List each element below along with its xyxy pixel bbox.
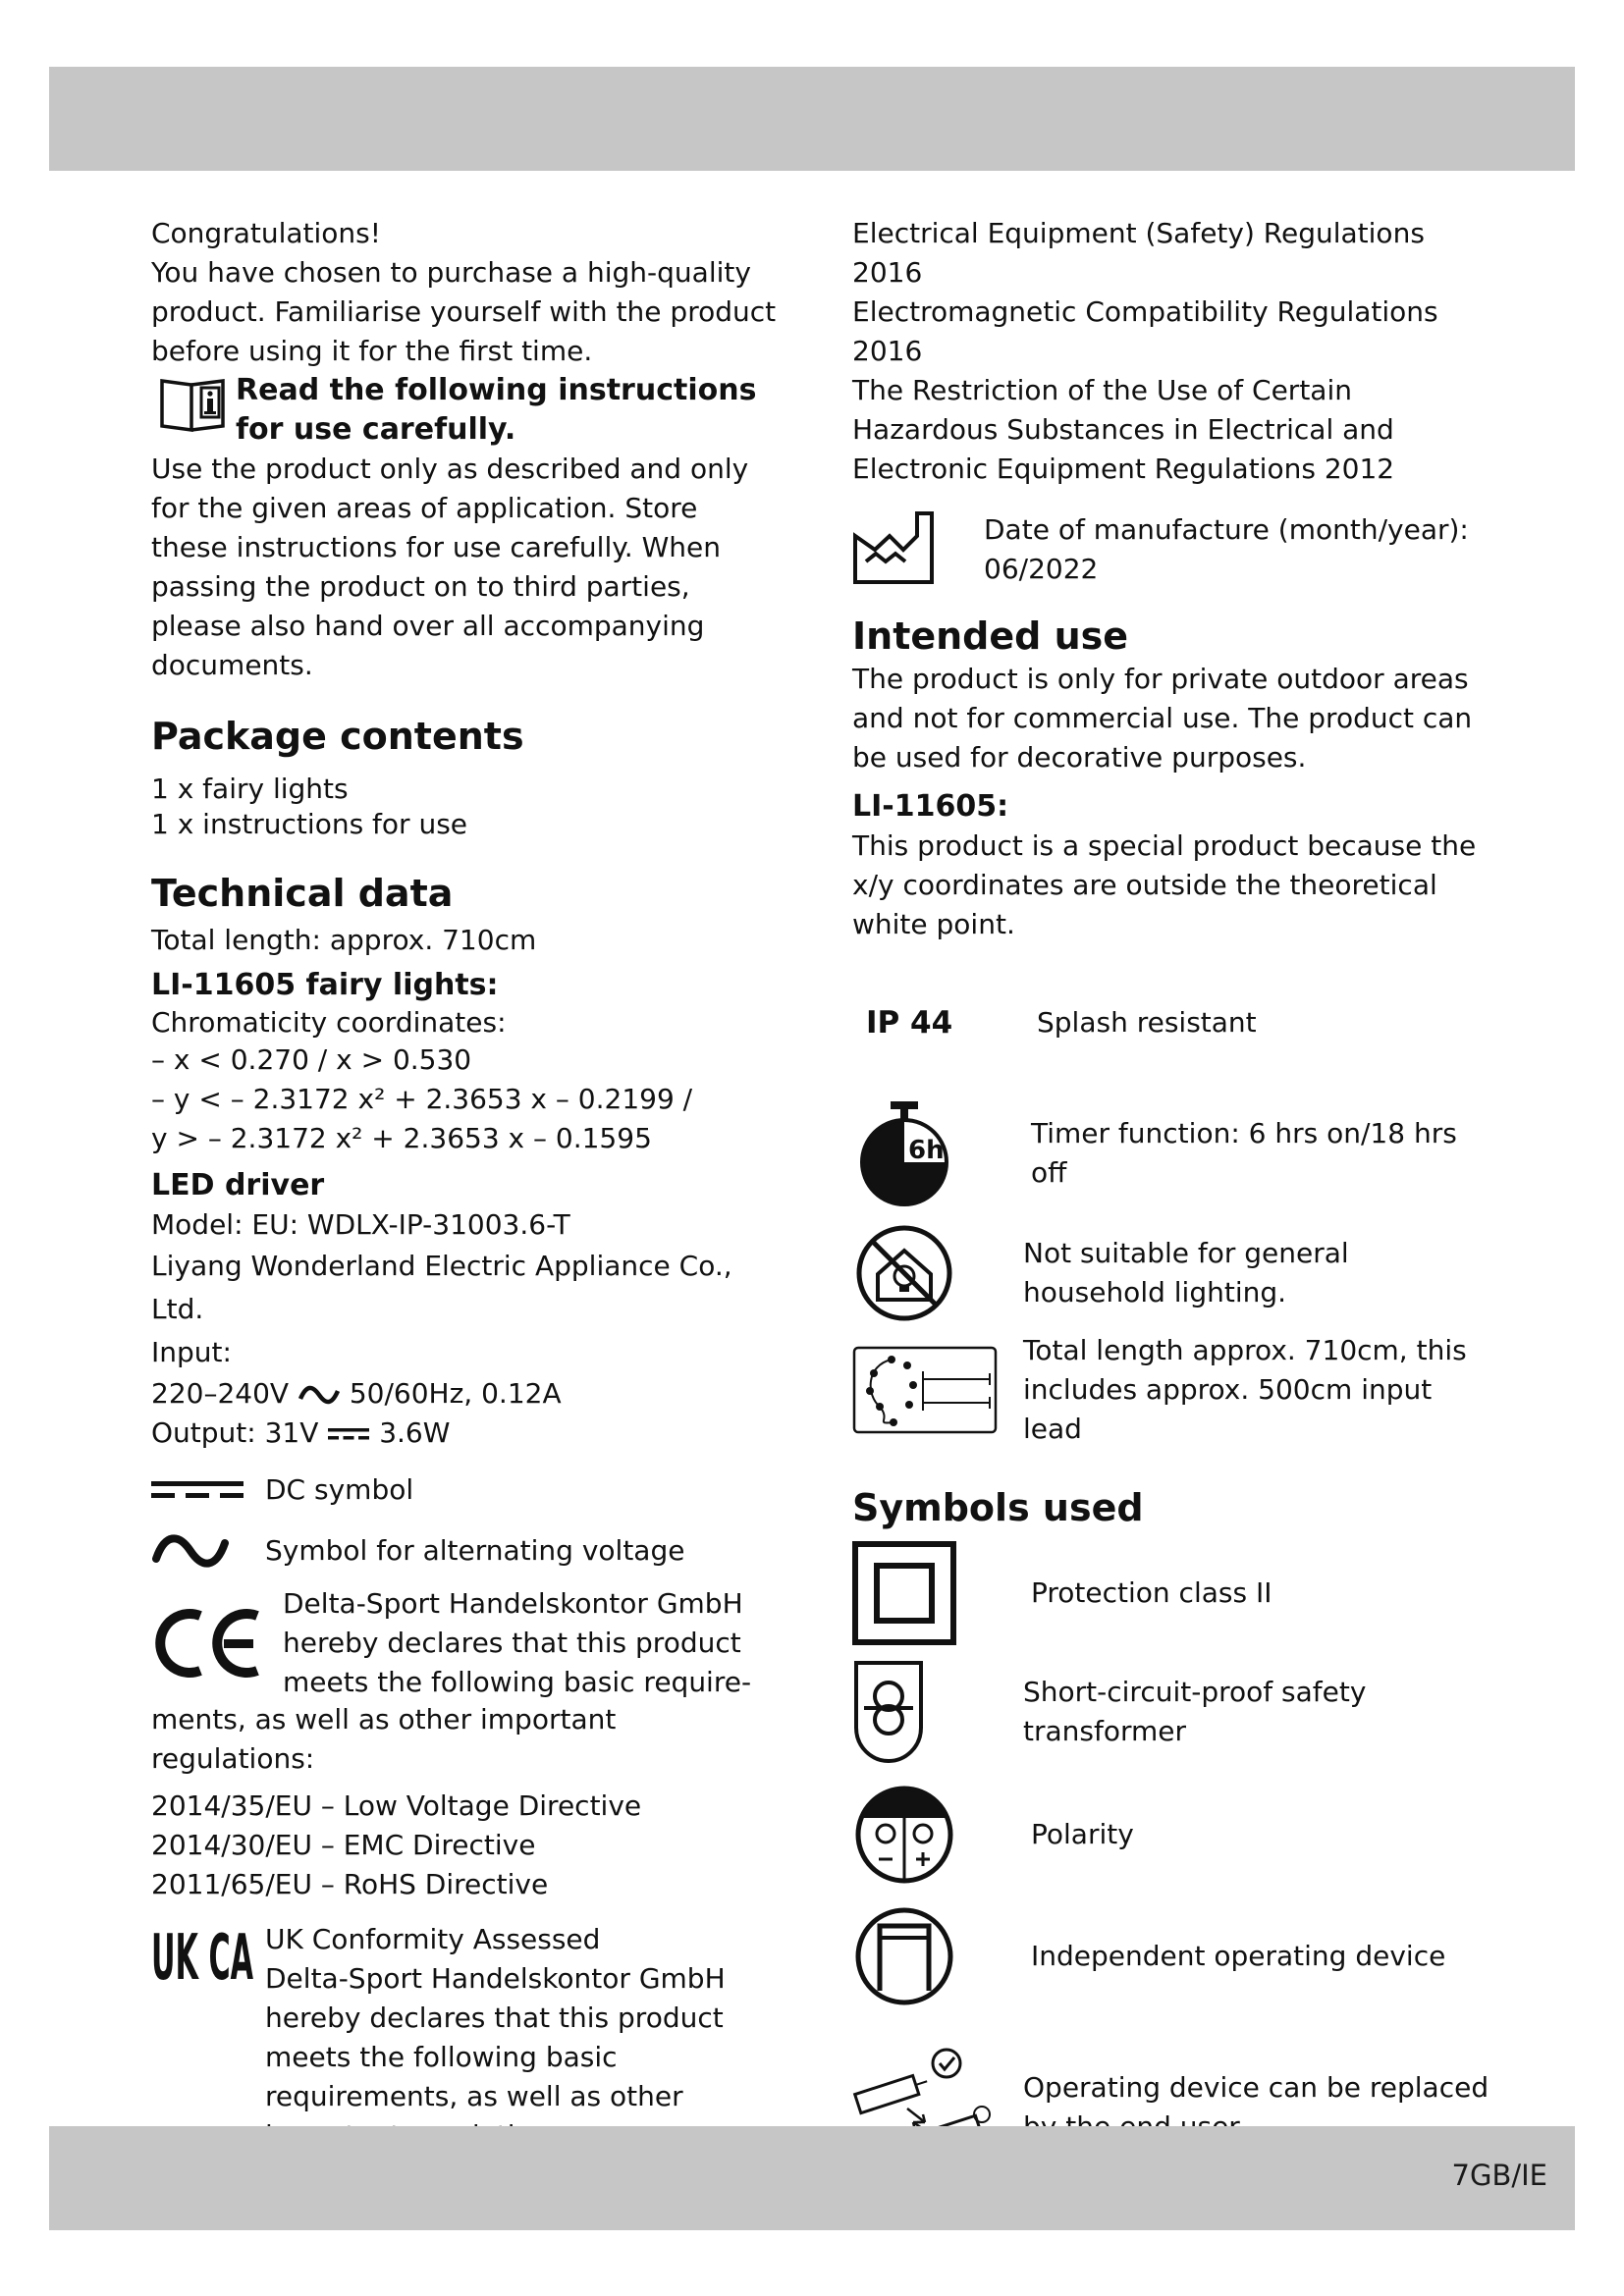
manufacture-date-label: Date of manufacture (month/year): (984, 513, 1469, 546)
household-text: Not suitable for general household lighting. (1023, 1237, 1349, 1308)
total-length-text: Total length: approx. 710cm (151, 924, 537, 956)
ip44-icon (852, 1003, 1037, 1042)
output-label: Output: 31V (151, 1416, 319, 1449)
ac-symbol-text: Symbol for alternating voltage (265, 1534, 685, 1567)
symbol-text: Operating device can be replaced (1023, 2071, 1489, 2104)
symbol-row (852, 1541, 1490, 1645)
header-bar (49, 67, 1575, 171)
fairy-lights-heading: LI-11605 fairy lights: (151, 968, 499, 1002)
polarity-icon (852, 1783, 1031, 1887)
timer-icon (852, 1099, 1031, 1207)
led-driver-heading: LED driver (151, 1168, 325, 1202)
timer-icon-label: 6h (908, 1136, 945, 1165)
ukca-title: UK Conformity Assessed (265, 1923, 601, 1955)
ukca-logo-text: UK CA (151, 1928, 253, 1995)
output-rest: 3.6W (379, 1416, 451, 1449)
page-number: 7GB/IE (1451, 2159, 1547, 2192)
output-line (151, 1414, 780, 1453)
regulation-line: The Restriction of the Use of Certain Hazardous Substances in Electrical and Electronic Equipment Regulations 2012 (852, 374, 1395, 485)
no-household-lighting-icon (852, 1221, 1023, 1325)
input-rest: 50/60Hz, 0.12A (349, 1377, 562, 1410)
symbol-text: Short-circuit-proof safety transformer (1023, 1676, 1367, 1747)
intro-text: You have chosen to purchase a high-quality product. Familiarise yourself with the product before using it for the first time. (151, 256, 777, 367)
dc-inline-icon (327, 1426, 370, 1442)
symbol-text: Protection class II (1031, 1576, 1272, 1609)
li-text: This product is a special product because the x/y coordinates are outside the theoretical white point. (852, 829, 1477, 940)
directive-line: 2011/65/EU – RoHS Directive (151, 1868, 549, 1900)
read-manual-icon (151, 371, 236, 434)
chromaticity-line: y > – 2.3172 x² + 2.3653 x – 0.1595 (151, 1122, 652, 1154)
ce-declaration-text: Delta-Sport Handelskontor GmbH hereby declares that this product meets the following basic require- (283, 1587, 752, 1698)
ip-text: Splash resistant (1037, 1006, 1257, 1039)
directive-line: 2014/35/EU – Low Voltage Directive (151, 1789, 642, 1822)
input-voltage: 220–240V (151, 1377, 290, 1410)
ip44-label: IP 44 (866, 1005, 953, 1041)
ac-symbol-row (151, 1527, 780, 1575)
left-column (151, 214, 780, 2156)
dc-symbol-row (151, 1467, 780, 1514)
ac-wave-icon (298, 1385, 341, 1405)
intended-use-heading: Intended use (852, 614, 1129, 658)
read-instructions-heading: Read the following instructions for use carefully. (236, 373, 757, 447)
ce-declaration-cont: ments, as well as other important regulations: (151, 1703, 617, 1775)
protection-class-ii-icon (852, 1541, 1031, 1645)
symbol-row (852, 1659, 1490, 1765)
ac-symbol-icon (151, 1531, 265, 1571)
manufacturer-text: Liyang Wonderland Electric Appliance Co., Ltd. (151, 1250, 732, 1325)
regulation-line: Electrical Equipment (Safety) Regulations 2016 (852, 217, 1425, 289)
symbol-row (852, 1904, 1490, 2008)
length-row (852, 1334, 1490, 1445)
directive-line: 2014/30/EU – EMC Directive (151, 1829, 536, 1861)
ukca-row (151, 1920, 780, 2156)
timer-row (852, 1099, 1490, 1207)
li-heading: LI-11605: (852, 789, 1009, 824)
dc-symbol-text: DC symbol (265, 1473, 414, 1506)
model-text: Model: EU: WDLX-IP-31003.6-T (151, 1208, 570, 1241)
chromaticity-line: – y < – 2.3172 x² + 2.3653 x – 0.2199 / (151, 1083, 693, 1115)
factory-icon (852, 510, 984, 585)
read-instructions-text: Use the product only as described and only for the given areas of application. Store these instructions for use carefully. When passing the product on to third parties, please also hand over all accompanying documents. (151, 453, 749, 681)
symbol-text: Polarity (1031, 1818, 1134, 1850)
ukca-text-block (265, 1920, 780, 2156)
regulation-line: Electromagnetic Compatibility Regulations 2016 (852, 295, 1438, 367)
footer-bar (49, 2126, 1575, 2230)
read-instructions-row (151, 371, 780, 450)
safety-transformer-icon (852, 1659, 1023, 1765)
manufacture-date-row (852, 510, 1490, 589)
symbol-row (852, 1783, 1490, 1887)
right-column (852, 214, 1490, 2171)
manufacture-date-block (984, 510, 1469, 589)
technical-data-heading: Technical data (151, 872, 454, 915)
dc-symbol-icon (151, 1478, 265, 1502)
chromaticity-line: – x < 0.270 / x > 0.530 (151, 1043, 472, 1076)
intro-congrats: Congratulations! (151, 217, 381, 249)
timer-text: Timer function: 6 hrs on/18 hrs off (1031, 1117, 1457, 1189)
ip-row (852, 995, 1490, 1050)
input-label: Input: (151, 1336, 232, 1368)
ukca-mark-icon (151, 1920, 265, 2042)
ukca-text: Delta-Sport Handelskontor GmbH hereby declares that this product meets the following basic requirements, as well as other (265, 1962, 726, 2112)
package-contents-heading: Package contents (151, 715, 524, 758)
input-line (151, 1374, 780, 1414)
length-text: Total length approx. 710cm, this includes approx. 500cm input lead (1023, 1334, 1467, 1445)
manufacture-date-value: 06/2022 (984, 553, 1099, 585)
ce-mark-icon (151, 1584, 283, 1702)
length-icon (852, 1346, 1023, 1434)
package-item: 1 x fairy lights (151, 773, 349, 805)
ce-row (151, 1584, 780, 1702)
chromaticity-line: Chromaticity coordinates: (151, 1006, 507, 1039)
independent-device-icon (852, 1904, 1031, 2008)
symbol-text: Independent operating device (1031, 1940, 1446, 1972)
package-item: 1 x instructions for use (151, 808, 468, 840)
intended-use-text: The product is only for private outdoor areas and not for commercial use. The product can be used for decorative purposes. (852, 663, 1473, 774)
household-row (852, 1219, 1490, 1327)
symbols-used-heading: Symbols used (852, 1486, 1144, 1529)
